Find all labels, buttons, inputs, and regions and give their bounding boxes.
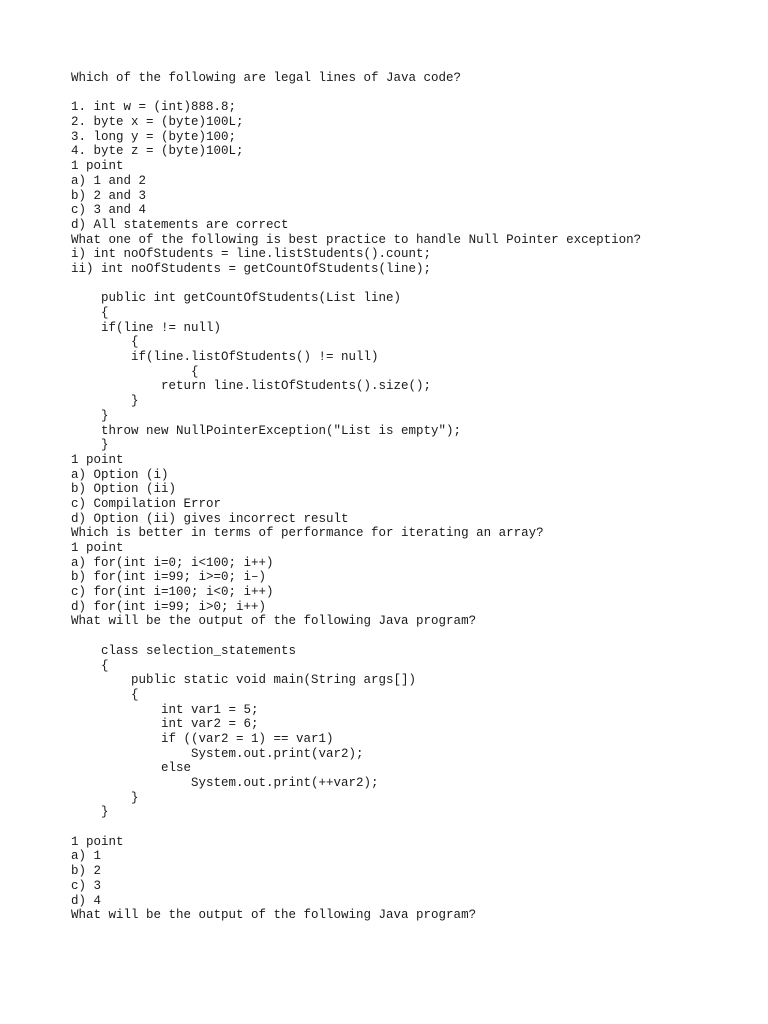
document-body <box>71 71 641 923</box>
document-line: } <box>71 394 139 409</box>
document-line: class selection_statements <box>71 643 297 658</box>
document-line: c) for(int i=100; i<0; i++) <box>71 585 274 600</box>
document-line: b) 2 <box>71 864 102 879</box>
document-line: System.out.print(var2); <box>71 746 364 761</box>
document-line: public static void main(String args[]) <box>71 673 417 688</box>
document-line: d) Option (ii) gives incorrect result <box>71 511 349 526</box>
document-line <box>71 277 641 292</box>
document-line: System.out.print(++var2); <box>71 776 379 790</box>
document-line: Which is better in terms of performance for iterating an array? <box>71 526 544 541</box>
document-line: } <box>71 790 139 805</box>
document-line: 3. long y = (byte)100; <box>71 129 237 144</box>
document-line: 4. byte z = (byte)100L; <box>71 144 244 159</box>
document-line: ii) int noOfStudents = getCountOfStudents(line); <box>71 261 432 276</box>
document-line: } <box>71 805 109 820</box>
document-line: 1. int w = (int)888.8; <box>71 100 237 115</box>
document-line: 1 point <box>71 834 124 849</box>
document-line: else <box>71 761 192 776</box>
document-line: } <box>71 438 109 453</box>
document-line: if(line.listOfStudents() != null) <box>71 350 379 365</box>
document-line: Which of the following are legal lines of Java code? <box>71 71 462 85</box>
document-line: d) 4 <box>71 893 102 908</box>
document-line: { <box>71 335 139 350</box>
document-line: 2. byte x = (byte)100L; <box>71 115 244 130</box>
document-line: int var1 = 5; <box>71 702 259 717</box>
document-line <box>71 629 641 644</box>
document-line: { <box>71 687 139 702</box>
document-line: c) 3 <box>71 878 102 893</box>
document-line: d) for(int i=99; i>0; i++) <box>71 599 267 614</box>
document-line: b) for(int i=99; i>=0; i–) <box>71 570 267 585</box>
document-line: a) for(int i=0; i<100; i++) <box>71 555 274 570</box>
document-line: a) 1 and 2 <box>71 173 147 188</box>
document-line: What one of the following is best practice to handle Null Pointer exception? <box>71 232 642 247</box>
document-line: 1 point <box>71 159 124 174</box>
document-line: b) Option (ii) <box>71 482 177 497</box>
document-line: 1 point <box>71 541 124 555</box>
document-line: c) 3 and 4 <box>71 203 147 218</box>
document-line: throw new NullPointerException("List is empty"); <box>71 423 462 438</box>
document-line: a) 1 <box>71 849 102 864</box>
document-line: if(line != null) <box>71 320 222 335</box>
document-line <box>71 86 641 101</box>
document-line: { <box>71 306 109 320</box>
document-line: What will be the output of the following Java program? <box>71 908 477 923</box>
document-line: a) Option (i) <box>71 467 169 482</box>
document-line: } <box>71 408 109 423</box>
document-line: d) All statements are correct <box>71 217 289 232</box>
document-line: return line.listOfStudents().size(); <box>71 379 432 394</box>
document-line: public int getCountOfStudents(List line) <box>71 291 402 306</box>
document-line: if ((var2 = 1) == var1) <box>71 731 334 746</box>
document-line: c) Compilation Error <box>71 496 222 511</box>
document-line: b) 2 and 3 <box>71 188 147 203</box>
document-line: { <box>71 658 109 673</box>
document-line: { <box>71 364 199 379</box>
document-line: What will be the output of the following Java program? <box>71 614 477 629</box>
document-line: 1 point <box>71 452 124 467</box>
document-line: i) int noOfStudents = line.listStudents().count; <box>71 247 432 262</box>
document-line <box>71 820 641 835</box>
document-line: int var2 = 6; <box>71 717 259 732</box>
